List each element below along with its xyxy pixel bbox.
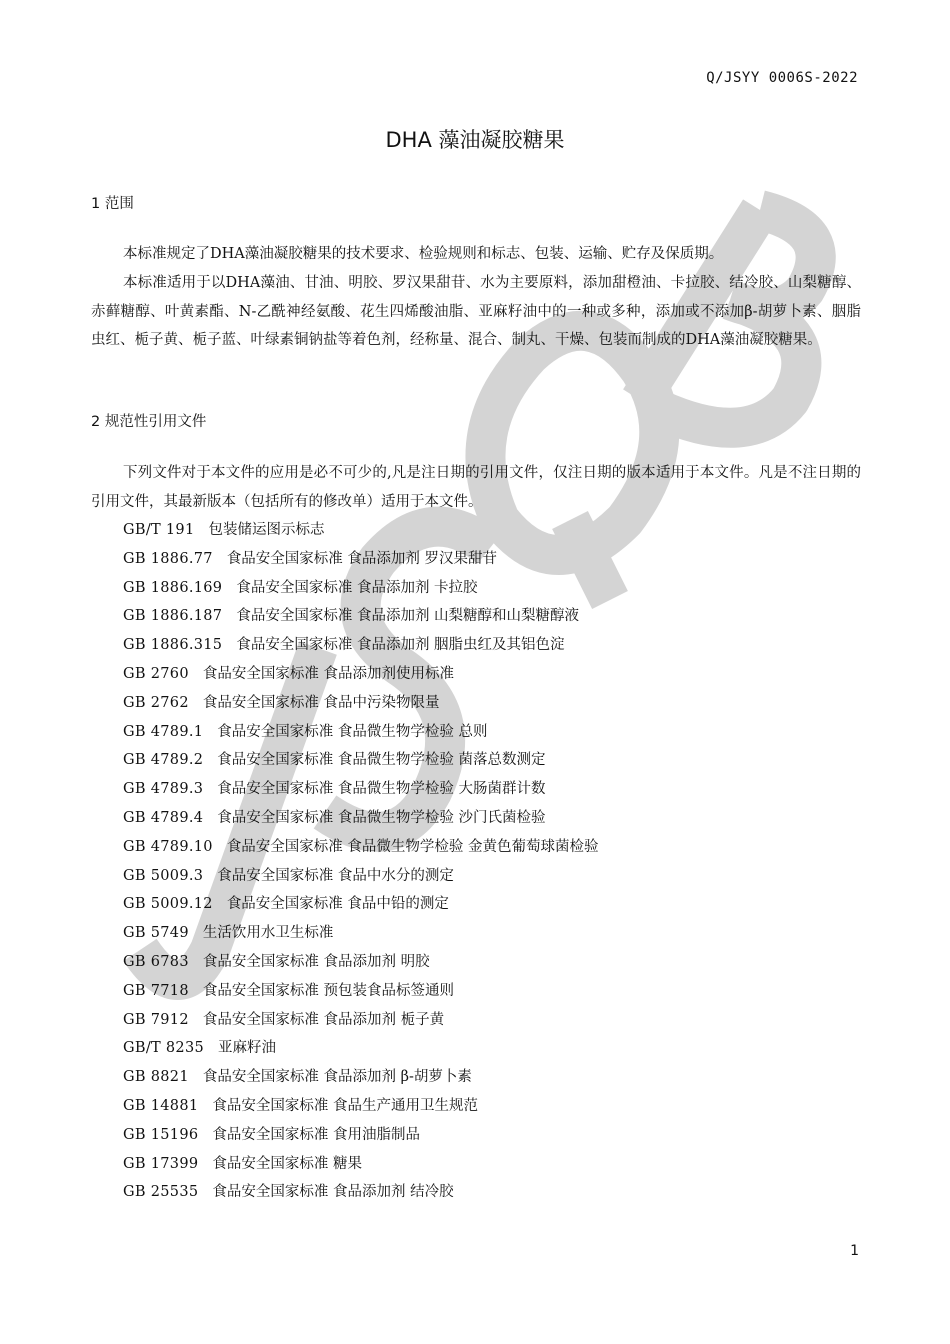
reference-item <box>123 1178 863 1207</box>
reference-code: GB/T 191 <box>123 522 195 538</box>
reference-item <box>123 833 863 862</box>
reference-title: 食品安全国家标准 食品添加剂 栀子黄 <box>202 1011 445 1028</box>
reference-item <box>123 1092 863 1121</box>
reference-title: 亚麻籽油 <box>218 1040 277 1057</box>
reference-title: 食品安全国家标准 食品添加剂使用标准 <box>202 665 454 682</box>
reference-item <box>123 1034 863 1063</box>
reference-title: 食品安全国家标准 食品微生物学检验 金黄色葡萄球菌检验 <box>226 838 599 855</box>
reference-code: GB 1886.315 <box>123 637 223 654</box>
references-intro-paragraph: 下列文件对于本文件的应用是必不可少的,凡是注日期的引用文件，仅注日期的版本适用于本文件。凡是不注日期的引用文件，其最新版本（包括所有的修改单）适用于本文件。 <box>91 465 861 510</box>
reference-item <box>123 746 863 775</box>
reference-title: 食品安全国家标准 食品添加剂 罗汉果甜苷 <box>226 550 498 567</box>
reference-item <box>123 574 863 603</box>
reference-code: GB 25535 <box>123 1184 199 1201</box>
reference-code: GB 5749 <box>123 925 189 942</box>
reference-code: GB 4789.1 <box>123 723 204 740</box>
reference-code: GB 15196 <box>123 1126 199 1143</box>
reference-item <box>123 718 863 747</box>
reference-code: GB 5009.3 <box>123 867 204 884</box>
reference-code: GB 1886.169 <box>123 579 223 596</box>
reference-item <box>123 1063 863 1092</box>
reference-title: 食品安全国家标准 食品中水分的测定 <box>217 867 454 884</box>
reference-code: GB 4789.10 <box>123 838 213 855</box>
reference-title: 生活饮用水卫生标准 <box>202 925 334 942</box>
reference-code: GB 4789.4 <box>123 809 204 826</box>
reference-item <box>123 977 863 1006</box>
reference-item <box>123 1006 863 1035</box>
reference-code: GB 4789.2 <box>123 752 204 769</box>
document-title: DHA 藻油凝胶糖果 <box>385 128 565 152</box>
reference-title: 食品安全国家标准 预包装食品标签通则 <box>202 982 454 999</box>
section-heading-scope: 1 范围 <box>91 196 134 212</box>
reference-item <box>123 775 863 804</box>
reference-code: GB 2760 <box>123 665 189 682</box>
reference-item <box>123 660 863 689</box>
reference-code: GB 14881 <box>123 1097 199 1114</box>
reference-item <box>123 602 863 631</box>
reference-item <box>123 1121 863 1150</box>
reference-title: 食品安全国家标准 食品微生物学检验 沙门氏菌检验 <box>217 809 546 826</box>
reference-item <box>123 1150 863 1179</box>
reference-item <box>123 919 863 948</box>
reference-code: GB 5009.12 <box>123 896 213 913</box>
reference-title: 食品安全国家标准 食品添加剂 结冷胶 <box>212 1184 454 1201</box>
reference-title: 食品安全国家标准 食品添加剂 β-胡萝卜素 <box>202 1069 472 1086</box>
reference-title: 包装储运图示标志 <box>208 522 325 538</box>
reference-item <box>123 631 863 660</box>
reference-code: GB 2762 <box>123 694 189 711</box>
reference-code: GB 8821 <box>123 1069 189 1086</box>
reference-code: GB/T 8235 <box>123 1040 205 1057</box>
reference-title: 食品安全国家标准 食品中污染物限量 <box>202 694 440 711</box>
scope-paragraph-2: 本标准适用于以DHA藻油、甘油、明胶、罗汉果甜苷、水为主要原料，添加甜橙油、卡拉胶、结冷胶、山梨糖醇、赤藓糖醇、叶黄素酯、N-乙酰神经氨酸、花生四烯酸油脂、亚麻籽油中的一种或多种，添加或不添加β-胡萝卜素、胭脂虫红、栀子黄、栀子蓝、叶绿素铜钠盐等着色剂，经称量、混合、制丸、干燥、包装而制成的DHA藻油凝胶糖果。 <box>91 275 861 348</box>
scope-paragraph-1: 本标准规定了DHA藻油凝胶糖果的技术要求、检验规则和标志、包装、运输、贮存及保质期。 <box>123 246 724 262</box>
reference-code: GB 4789.3 <box>123 781 204 798</box>
document-code: Q/JSYY 0006S-2022 <box>706 70 858 86</box>
reference-title: 食品安全国家标准 食品生产通用卫生规范 <box>212 1097 478 1114</box>
reference-code: GB 6783 <box>123 953 189 970</box>
reference-title: 食品安全国家标准 食品微生物学检验 总则 <box>217 723 488 740</box>
reference-title: 食品安全国家标准 食品微生物学检验 菌落总数测定 <box>217 752 546 769</box>
reference-title: 食品安全国家标准 食品添加剂 山梨糖醇和山梨糖醇液 <box>236 608 580 625</box>
reference-item <box>123 516 863 545</box>
reference-code: GB 17399 <box>123 1155 199 1172</box>
reference-item <box>123 689 863 718</box>
reference-list <box>123 516 863 1207</box>
reference-item <box>123 804 863 833</box>
reference-title: 食品安全国家标准 糖果 <box>212 1155 362 1172</box>
reference-title: 食品安全国家标准 食品中铅的测定 <box>226 896 449 913</box>
reference-code: GB 7912 <box>123 1011 189 1028</box>
page-number: 1 <box>850 1243 859 1259</box>
reference-code: GB 7718 <box>123 982 189 999</box>
reference-item <box>123 545 863 574</box>
reference-title: 食品安全国家标准 食品微生物学检验 大肠菌群计数 <box>217 781 546 798</box>
reference-title: 食品安全国家标准 食品添加剂 卡拉胶 <box>236 579 478 596</box>
reference-item <box>123 890 863 919</box>
reference-code: GB 1886.77 <box>123 550 213 567</box>
reference-title: 食品安全国家标准 食品添加剂 胭脂虫红及其铝色淀 <box>236 637 565 654</box>
section-heading-normative-references: 2 规范性引用文件 <box>91 414 207 430</box>
reference-item <box>123 862 863 891</box>
reference-code: GB 1886.187 <box>123 608 223 625</box>
reference-item <box>123 948 863 977</box>
reference-title: 食品安全国家标准 食品添加剂 明胶 <box>202 953 430 970</box>
reference-title: 食品安全国家标准 食用油脂制品 <box>212 1126 420 1143</box>
